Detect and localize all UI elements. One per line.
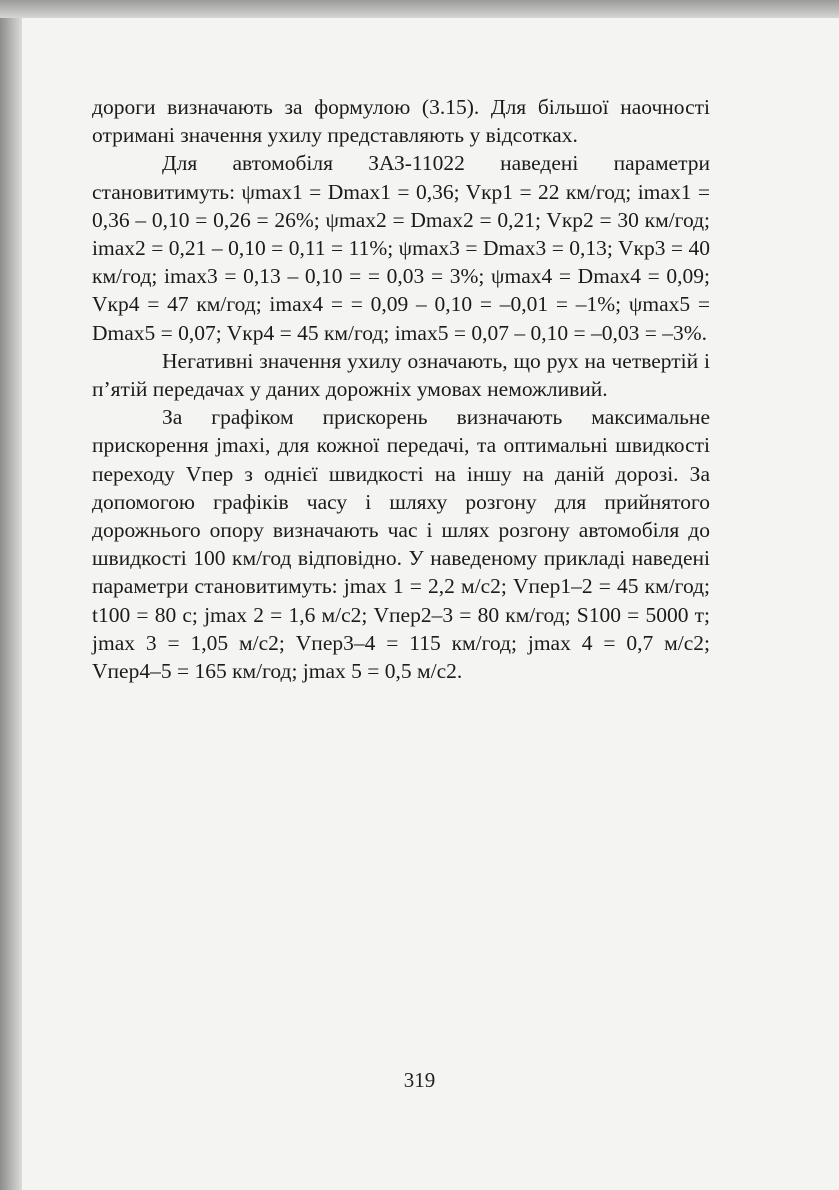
paragraph-1: дороги визначають за формулою (3.15). Для більшої наочності отримані значення ухилу представляють у відсотках. <box>92 95 710 148</box>
book-spine-shadow <box>0 0 22 1190</box>
page-number: 319 <box>403 1068 436 1092</box>
paragraph-4: За графіком прискорень визначають максимальне прискорення jmaxi, для кожної передачі, та оптимальні швидкості переходу Vпер з однієї швидкості на іншу на даній дорозі. За допомогою графіків часу і шляху розгону для прийнятого дорожнього опору визначають час і шлях розгону автомобіля до швидкості 100 км/год відповідно. У наведеному прикладі наведені параметри становитимуть: jmax 1 = 2,2 м/с2; Vпер1–2 = 45 км/год; t100 = 80 с; jmax 2 = 1,6 м/с2; Vпер2–3 = 80 км/год; S100 = 5000 т; jmax 3 = 1,05 м/с2; Vпер3–4 = 115 км/год; jmax 4 = 0,7 м/с2; Vпер4–5 = 165 км/год; jmax 5 = 0,5 м/с2. <box>92 405 710 684</box>
body-text <box>92 93 710 685</box>
page-top-edge <box>0 0 839 18</box>
paragraph-3: Негативні значення ухилу означають, що рух на четвертій і п’ятій передачах у даних дорожніх умовах неможливий. <box>92 348 710 402</box>
paragraph-2: Для автомобіля ЗАЗ-11022 наведені параметри становитимуть: ψmax1 = Dmax1 = 0,36; Vкр1 = 22 км/год; imax1 = 0,36 – 0,10 = 0,26 = 26%; ψmax2 = Dmax2 = 0,21; Vкр2 = 30 км/год; imax2 = 0,21 – 0,10 = 0,11 = 11%; ψmax3 = Dmax3 = 0,13; Vкр3 = 40 км/год; imax3 = 0,13 – 0,10 = = 0,03 = 3%; ψmax4 = Dmax4 = 0,09; Vкр4 = 47 км/год; imax4 = = 0,09 – 0,10 = –0,01 = –1%; ψmax5 = Dmax5 = 0,07; Vкр4 = 45 км/год; imax5 = 0,07 – 0,10 = –0,03 = –3%. <box>92 151 710 345</box>
